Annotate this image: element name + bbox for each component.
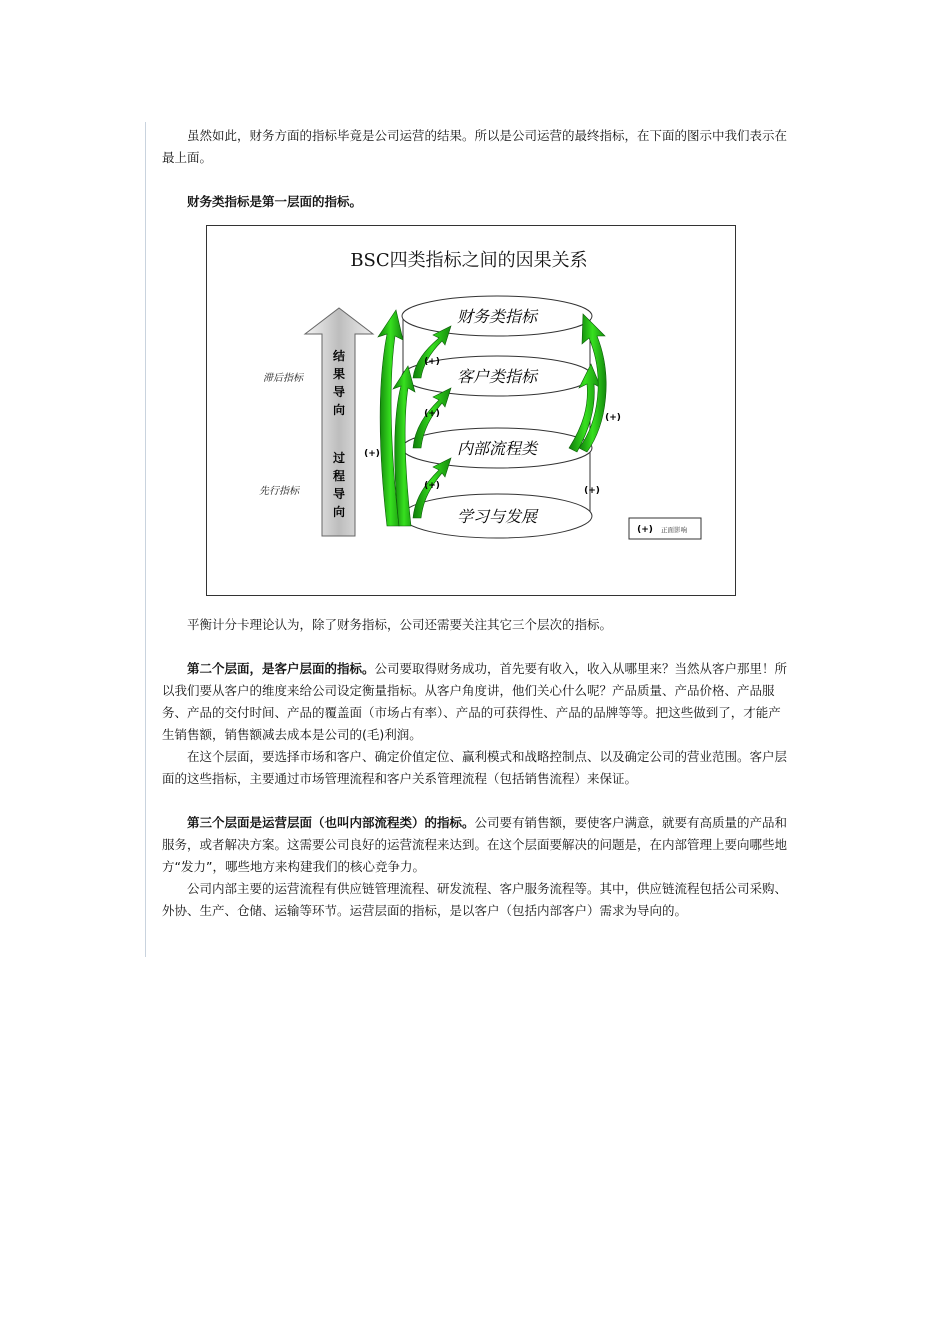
paragraph-2	[162, 191, 792, 213]
document-content	[162, 125, 792, 922]
lagging-indicator-label: 滞后指标	[263, 373, 303, 384]
legend-text: 正面影响	[661, 526, 687, 534]
arrow-top-char-1: 结	[332, 349, 346, 363]
direction-arrow	[305, 308, 373, 536]
paragraph-4-text: 公司要取得财务成功，首先要有收入，收入从哪里来？当然从客户那里！所以我们要从客户的维度来给公司设定衡量指标。从客户角度讲，他们关心什么呢？产品质量、产品价格、产品服务、产品的交付时间、产品的覆盖面（市场占有率）、产品的可获得性、产品的品牌等等。把这些做到了，才能产生销售额，销售额减去成本是公司的(毛)利润。	[162, 661, 788, 742]
arrow-bottom-char-1: 过	[332, 451, 346, 465]
arrow-bottom-char-3: 导	[332, 487, 346, 501]
paragraph-3: 平衡计分卡理论认为，除了财务指标，公司还需要关注其它三个层次的指标。	[187, 617, 613, 632]
arrow-top-char-3: 导	[332, 385, 346, 399]
diagram-title: BSC四类指标之间的因果关系	[350, 250, 588, 271]
paragraph-2-bold: 财务类指标是第一层面的指标。	[187, 194, 363, 209]
arrow-top-char-4: 向	[332, 403, 346, 417]
paragraph-6	[162, 812, 792, 878]
plus-marker-2: (+)	[424, 409, 440, 419]
legend-symbol: (+)	[637, 525, 653, 535]
paragraph-4-bold: 第二个层面，是客户层面的指标。	[187, 661, 375, 676]
leading-indicator-label: 先行指标	[259, 486, 299, 497]
paragraph-7: 公司内部主要的运营流程有供应链管理流程、研发流程、客户服务流程等。其中，供应链流程包括公司采购、外协、生产、仓储、运输等环节。运营层面的指标，是以客户（包括内部客户）需求为导向的。	[162, 881, 788, 918]
plus-marker-3: (+)	[424, 481, 440, 491]
plus-marker-1: (+)	[424, 357, 440, 367]
plus-marker-6: (+)	[584, 486, 600, 496]
layer-label-learning: 学习与发展	[456, 507, 538, 526]
bsc-diagram-svg	[207, 226, 737, 597]
paragraph-1: 虽然如此，财务方面的指标毕竟是公司运营的结果。所以是公司运营的最终指标，在下面的图示中我们表示在最上面。	[162, 128, 788, 165]
layer-label-financial: 财务类指标	[456, 307, 538, 326]
paragraph-6-text: 公司要有销售额，要使客户满意，就要有高质量的产品和服务，或者解决方案。这需要公司良好的运营流程来达到。在这个层面要解决的问题是，在内部管理上要向哪些地方“发力”，哪些地方来构建我们的核心竞争力。	[162, 815, 788, 874]
arrow-bottom-char-2: 程	[332, 469, 346, 483]
layer-label-customer: 客户类指标	[456, 367, 538, 386]
left-margin-line	[145, 122, 146, 957]
paragraph-5: 在这个层面，要选择市场和客户、确定价值定位、赢利模式和战略控制点、以及确定公司的营业范围。客户层面的这些指标，主要通过市场管理流程和客户关系管理流程（包括销售流程）来保证。	[162, 749, 788, 786]
arrow-bottom-char-4: 向	[332, 505, 346, 519]
bsc-diagram	[206, 225, 736, 596]
paragraph-6-bold: 第三个层面是运营层面（也叫内部流程类）的指标。	[187, 815, 475, 830]
arrow-top-char-2: 果	[332, 367, 346, 381]
layer-label-process: 内部流程类	[456, 439, 538, 458]
plus-marker-5: (+)	[605, 413, 621, 423]
plus-marker-4: (+)	[364, 449, 380, 459]
paragraph-4	[162, 658, 792, 746]
